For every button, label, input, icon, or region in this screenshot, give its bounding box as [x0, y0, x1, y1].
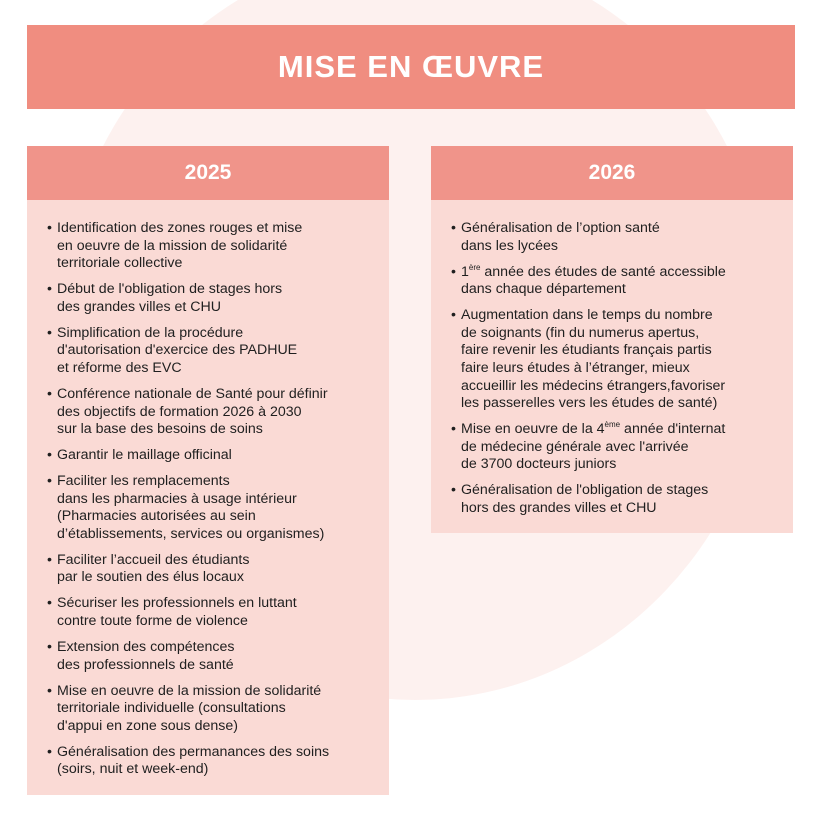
- item-text-post: année d'internat de médecine générale avec l'arrivée de 3700 docteurs juniors: [461, 421, 726, 473]
- list-item: • Début de l'obligation de stages hors des grandes villes et CHU: [47, 281, 381, 316]
- column-2025-list: [27, 200, 389, 779]
- list-item: • Identification des zones rouges et mise en oeuvre de la mission de solidarité territoriale collective: [47, 220, 381, 273]
- list-item: • Généralisation des permanances des soins (soirs, nuit et week-end): [47, 744, 381, 779]
- item-text-pre: 1: [461, 263, 469, 280]
- list-item: • Garantir le maillage officinal: [47, 447, 381, 465]
- list-item: • Généralisation de l'obligation de stages hors des grandes villes et CHU: [451, 482, 785, 517]
- list-item: [451, 264, 785, 299]
- column-2026: [431, 146, 793, 533]
- list-item: • Conférence nationale de Santé pour définir des objectifs de formation 2026 à 2030 sur la base des besoins de soins: [47, 386, 381, 439]
- list-item: • Faciliter l’accueil des étudiants par le soutien des élus locaux: [47, 552, 381, 587]
- column-2025: [27, 146, 389, 795]
- page-title: MISE EN ŒUVRE: [27, 25, 795, 109]
- item-text-post: année des études de santé accessible dans chaque département: [461, 263, 726, 298]
- item-superscript: ème: [604, 420, 621, 430]
- list-item: • Augmentation dans le temps du nombre de soignants (fin du numerus apertus, faire revenir les étudiants français partis faire leurs études à l’étranger, mieux accueillir les médecins étrangers,favoriser les passerelles vers les études de santé): [451, 307, 785, 413]
- list-item: • Extension des compétences des professionnels de santé: [47, 639, 381, 674]
- list-item: [451, 421, 785, 474]
- item-superscript: ère: [468, 262, 481, 272]
- column-2026-year: 2026: [431, 146, 793, 200]
- column-2026-list: [431, 200, 793, 517]
- list-item: • Généralisation de l’option santé dans les lycées: [451, 220, 785, 255]
- item-text-pre: Mise en oeuvre de la 4: [461, 421, 605, 438]
- list-item: • Faciliter les remplacements dans les pharmacies à usage intérieur (Pharmacies autorisées au sein d’établissements, services ou organismes): [47, 473, 381, 543]
- column-2025-year: 2025: [27, 146, 389, 200]
- list-item: • Sécuriser les professionnels en luttant contre toute forme de violence: [47, 595, 381, 630]
- list-item: • Mise en oeuvre de la mission de solidarité territoriale individuelle (consultations d'appui en zone sous dense): [47, 683, 381, 736]
- list-item: • Simplification de la procédure d'autorisation d'exercice des PADHUE et réforme des EVC: [47, 325, 381, 378]
